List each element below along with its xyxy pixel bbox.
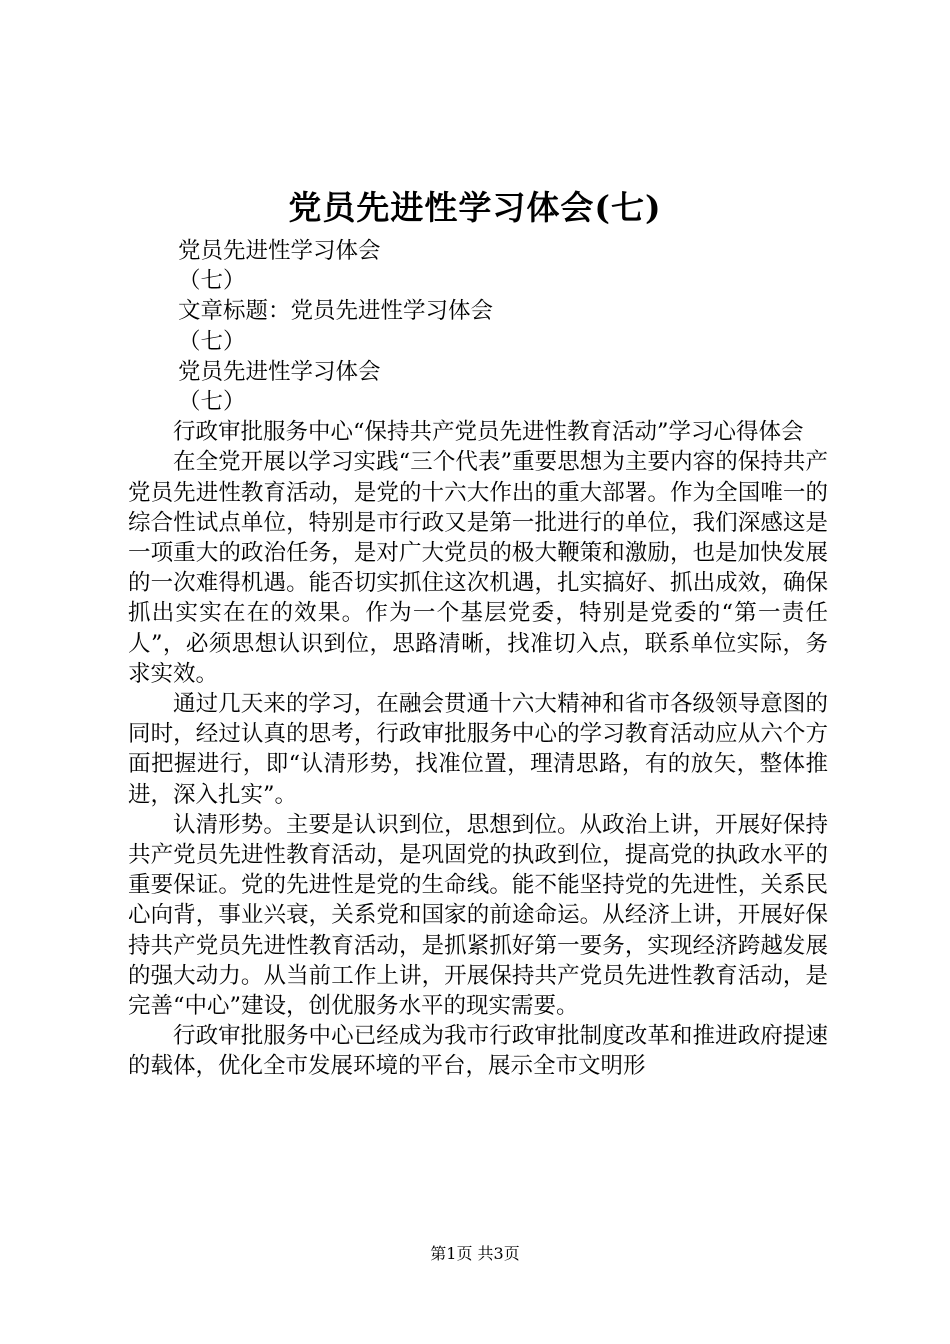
subtitle-line: （七） xyxy=(178,389,246,416)
page-footer: 第1页 共3页 xyxy=(430,1244,520,1263)
subtitle-line: （七） xyxy=(178,328,246,355)
subtitle-line: 党员先进性学习体会 xyxy=(178,358,381,385)
subtitle-line: 党员先进性学习体会 xyxy=(178,238,381,264)
subtitle-line: （七） xyxy=(178,268,246,295)
subtitle-line: 文章标题：党员先进性学习体会 xyxy=(178,298,494,325)
body-paragraph: 通过几天来的学习，在融会贯通十六大精神和省市各级领导意图的同时，经过认真的思考，行政审批服务中心的学习教育活动应从六个方面把握进行，即“认清形势，找准位置，理清思路，有的放矢，整体推进，深入扎实”。 xyxy=(128,691,828,808)
body-paragraph: 行政审批服务中心“保持共产党员先进性教育活动”学习心得体会 xyxy=(173,419,804,446)
body-paragraph: 在全党开展以学习实践“三个代表”重要思想为主要内容的保持共产党员先进性教育活动，是党的十六大作出的重大部署。作为全国唯一的综合性试点单位，特别是市行政又是第一批进行的单位，我们深感这是一项重大的政治任务，是对广大党员的极大鞭策和激励，也是加快发展的一次难得机遇。能否切实抓住这次机遇，扎实搞好、抓出成效，确保抓出实实在在的效果。作为一个基层党委，特别是党委的“第一责任人”，必须思想认识到位，思路清晰，找准切入点，联系单位实际，务求实效。 xyxy=(128,449,828,687)
document-body xyxy=(128,236,828,1082)
body-paragraph: 认清形势。主要是认识到位，思想到位。从政治上讲，开展好保持共产党员先进性教育活动，是巩固党的执政到位，提高党的执政水平的重要保证。党的先进性是党的生命线。能不能坚持党的先进性，关系民心向背，事业兴衰，关系党和国家的前途命运。从经济上讲，开展好保持共产党员先进性教育活动，是抓紧抓好第一要务，实现经济跨越发展的强大动力。从当前工作上讲，开展保持共产党员先进性教育活动，是完善“中心”建设，创优服务水平的现实需要。 xyxy=(128,811,828,1020)
body-paragraph: 行政审批服务中心已经成为我市行政审批制度改革和推进政府提速的载体，优化全市发展环境的平台，展示全市文明形 xyxy=(128,1023,828,1080)
document-title: 党员先进性学习体会(七) xyxy=(288,188,662,227)
